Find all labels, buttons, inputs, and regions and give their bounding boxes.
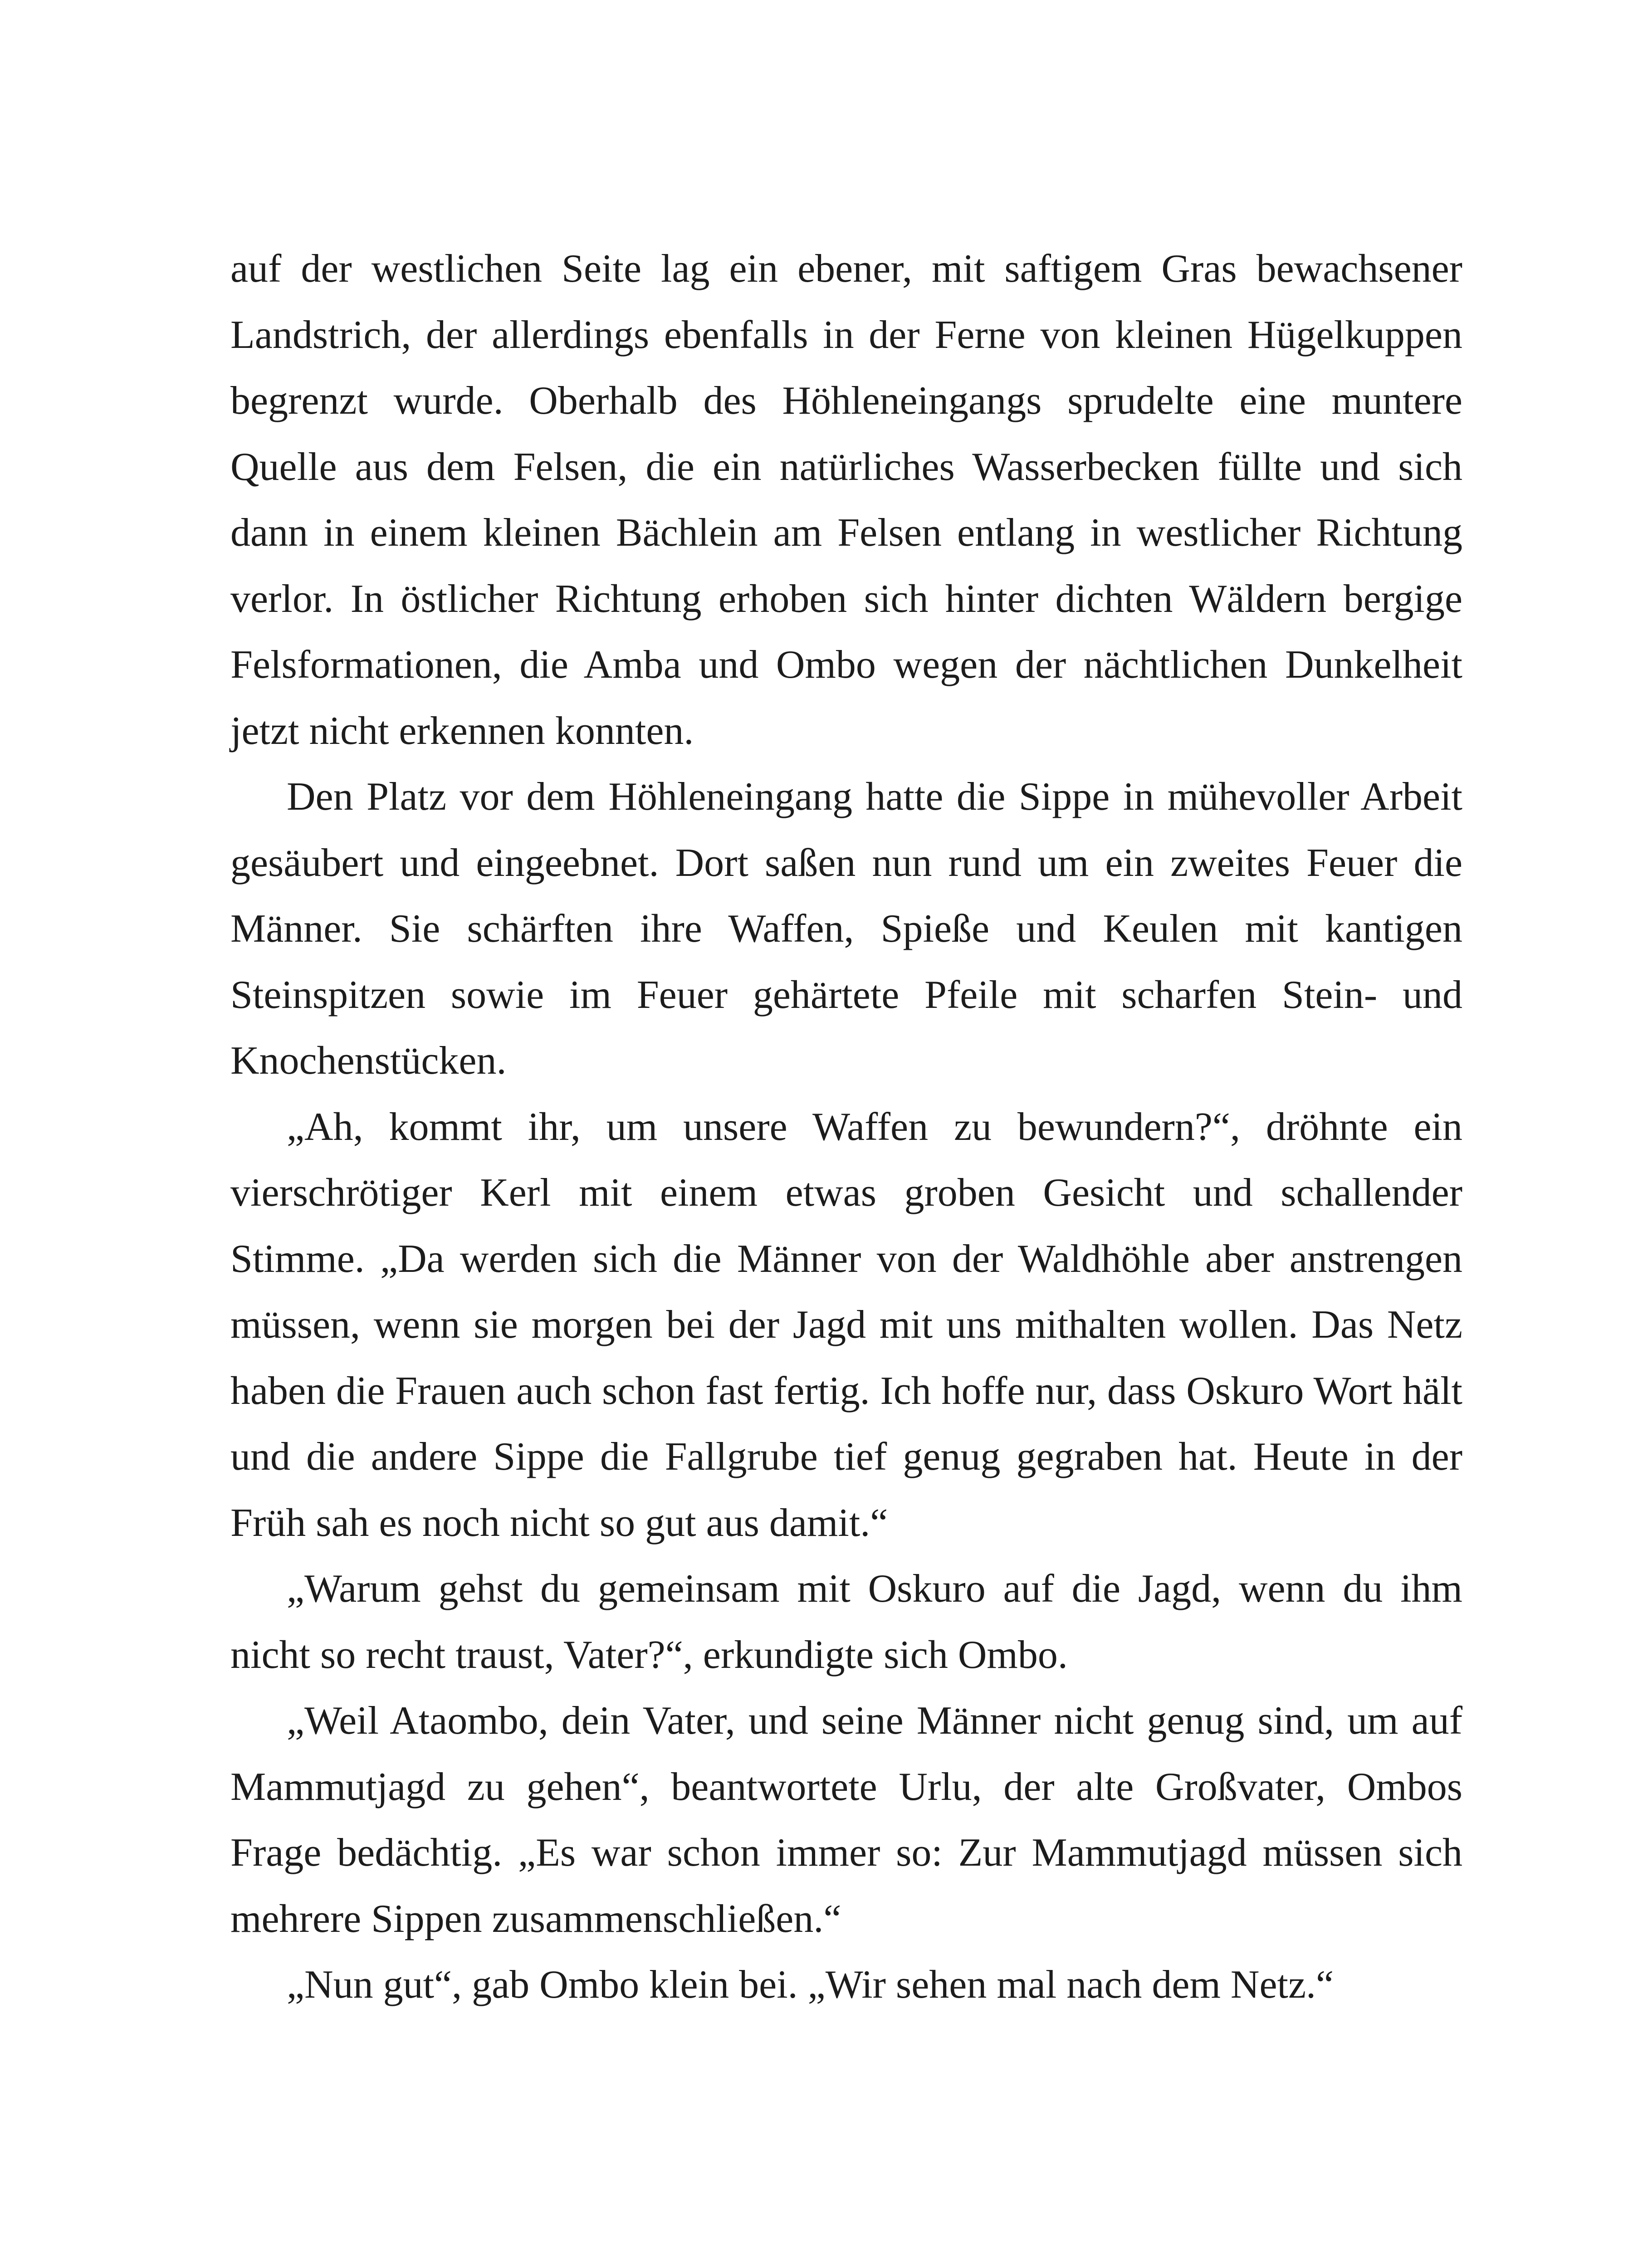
paragraph-2: Den Platz vor dem Höhleneingang hatte die Sippe in mühevoller Arbeit gesäubert und eingeebnet. Dort saßen nun rund um ein zweites Feuer die Männer. Sie schärften ihre Waffen, Spieße und Keulen mit kantigen Steinspitzen sowie im Feuer gehärtete Pfeile mit scharfen Stein- und Knochenstücken.	[230, 775, 1462, 1083]
body-text	[230, 236, 1462, 2018]
paragraph-3: „Ah, kommt ihr, um unsere Waffen zu bewundern?“, dröhnte ein vierschrötiger Kerl mit einem etwas groben Gesicht und schallender Stimme. „Da werden sich die Männer von der Waldhöhle aber anstrengen müssen, wenn sie morgen bei der Jagd mit uns mithalten wollen. Das Netz haben die Frauen auch schon fast fertig. Ich hoffe nur, dass Oskuro Wort hält und die andere Sippe die Fallgrube tief genug gegraben hat. Heute in der Früh sah es noch nicht so gut aus damit.“	[230, 1105, 1462, 1545]
paragraph-6: „Nun gut“, gab Ombo klein bei. „Wir sehen mal nach dem Netz.“	[287, 1963, 1334, 2007]
paragraph-4: „Warum gehst du gemeinsam mit Oskuro auf die Jagd, wenn du ihm nicht so recht traust, Vater?“, erkundigte sich Ombo.	[230, 1567, 1462, 1677]
paragraph-5: „Weil Ataombo, dein Vater, und seine Männer nicht genug sind, um auf Mammutjagd zu gehen“, beantwortete Urlu, der alte Großvater, Ombos Frage bedächtig. „Es war schon immer so: Zur Mammutjagd müssen sich mehrere Sippen zusammenschließen.“	[230, 1699, 1462, 1941]
paragraph-1: auf der westlichen Seite lag ein ebener, mit saftigem Gras bewachsener Landstrich, der allerdings ebenfalls in der Ferne von kleinen Hügelkuppen begrenzt wurde. Oberhalb des Höhleneingangs sprudelte eine muntere Quelle aus dem Felsen, die ein natürliches Wasserbecken füllte und sich dann in einem kleinen Bächlein am Felsen entlang in westlicher Richtung verlor. In östlicher Richtung erhoben sich hinter dichten Wäldern bergige Felsformationen, die Amba und Ombo wegen der nächtlichen Dunkelheit jetzt nicht erkennen konnten.	[230, 247, 1462, 753]
